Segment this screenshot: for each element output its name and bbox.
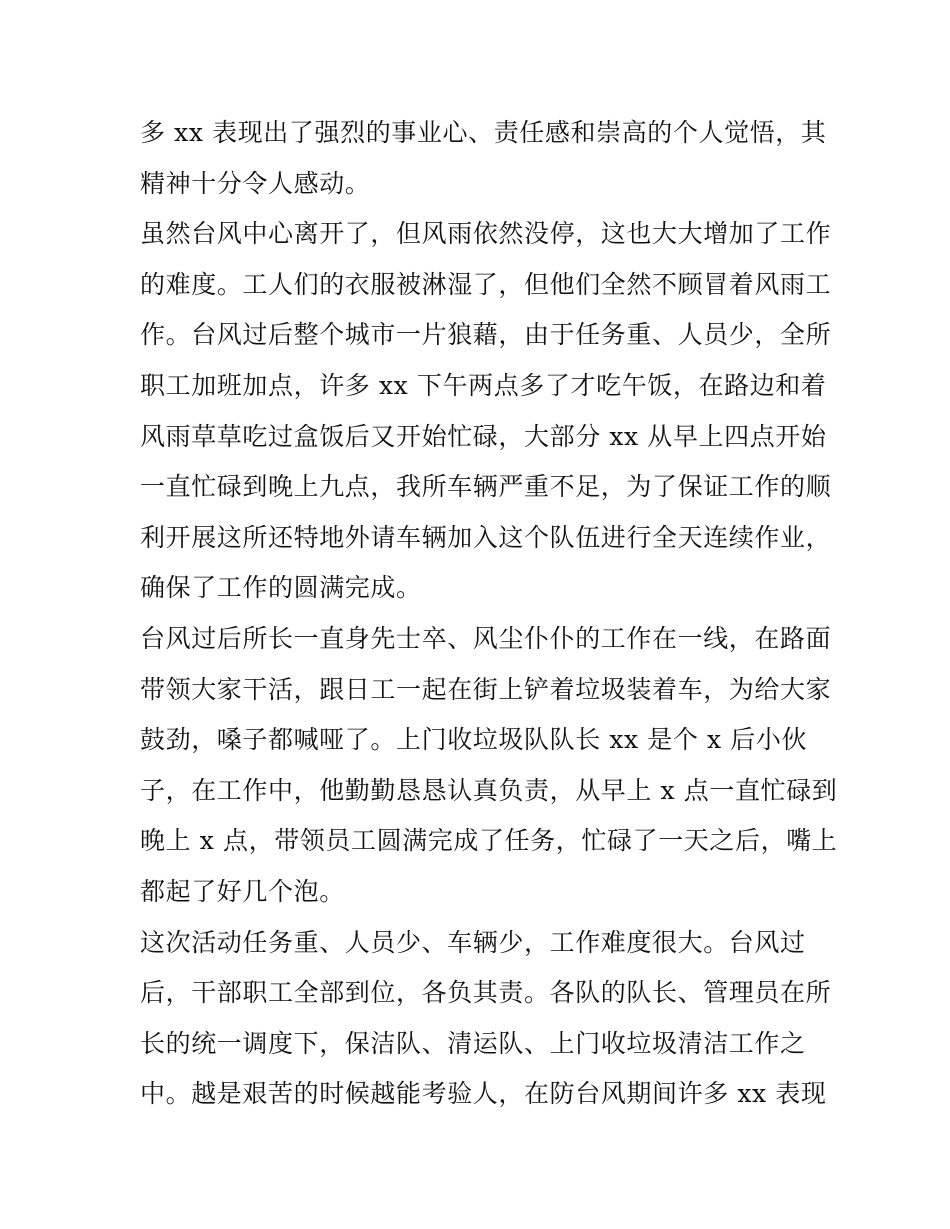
text-line: 带领大家干活，跟日工一起在街上铲着垃圾装着车，为给大家 <box>140 674 832 704</box>
body-text <box>140 108 838 1120</box>
text-line: 确保了工作的圆满完成。 <box>140 573 422 603</box>
text-line: 虽然台风中心离开了，但风雨依然没停，这也大大增加了工作 <box>140 219 832 249</box>
text-line: 鼓劲，嗓子都喊哑了。上门收垃圾队队长 xx 是个 x 后小伙 <box>140 725 808 755</box>
text-line: 作。台风过后整个城市一片狼藉，由于任务重、人员少，全所 <box>140 320 832 350</box>
text-line: 的难度。工人们的衣服被淋湿了，但他们全然不顾冒着风雨工 <box>140 269 832 299</box>
text-line: 职工加班加点，许多 xx 下午两点多了才吃午饭，在路边和着 <box>140 370 827 400</box>
text-line: 晚上 x 点，带领员工圆满完成了任务，忙碌了一天之后，嘴上 <box>140 826 838 856</box>
text-line: 子，在工作中，他勤勤恳恳认真负责，从早上 x 点一直忙碌到 <box>140 775 838 805</box>
text-line: 利开展这所还特地外请车辆加入这个队伍进行全天连续作业， <box>140 522 832 552</box>
text-line: 中。越是艰苦的时候越能考验人，在防台风期间许多 xx 表现 <box>140 1079 827 1109</box>
text-line: 台风过后所长一直身先士卒、风尘仆仆的工作在一线，在路面 <box>140 623 832 653</box>
text-line: 多 xx 表现出了强烈的事业心、责任感和崇高的个人觉悟，其 <box>140 118 827 147</box>
text-line: 这次活动任务重、人员少、车辆少，工作难度很大。台风过 <box>140 927 806 957</box>
text-line: 后，干部职工全部到位，各负其责。各队的队长、管理员在所 <box>140 978 832 1008</box>
text-line: 长的统一调度下，保洁队、清运队、上门收垃圾清洁工作之 <box>140 1028 806 1058</box>
text-line: 都起了好几个泡。 <box>140 876 345 906</box>
text-line: 风雨草草吃过盒饭后又开始忙碌，大部分 xx 从早上四点开始 <box>140 421 827 451</box>
text-line: 精神十分令人感动。 <box>140 168 371 198</box>
text-line: 一直忙碌到晚上九点，我所车辆严重不足，为了保证工作的顺 <box>140 472 832 502</box>
